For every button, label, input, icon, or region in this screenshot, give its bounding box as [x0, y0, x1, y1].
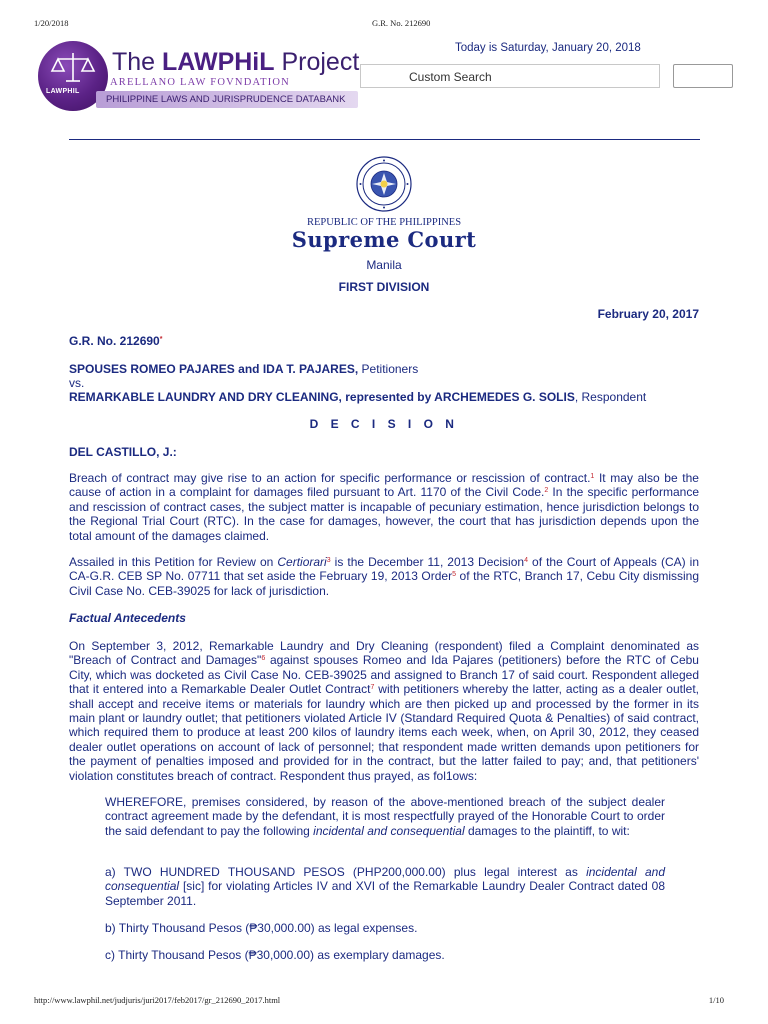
tagline: PHILIPPINE LAWS AND JURISPRUDENCE DATABANK: [106, 94, 346, 105]
logo-caption: LAWPHIL: [46, 88, 80, 95]
print-date: 1/20/2018: [34, 18, 69, 28]
footnote-link[interactable]: 3: [326, 557, 331, 564]
quoted-paragraph: WHEREFORE, premises considered, by reason of the above-mentioned breach of the subject dealer contract agreement made by the defendant, it is most respectfully prayed of the Honorable Court to order the said defendant to pay the following incidental and consequential damages to the plaintiff, to wit:: [105, 795, 665, 838]
search-placeholder: Custom Search: [409, 70, 492, 84]
footnote-link[interactable]: 7: [370, 684, 375, 692]
case-number: G.R. No. 212690*: [69, 334, 163, 348]
footnote-link[interactable]: 4: [524, 557, 528, 564]
section-heading: Factual Antecedents: [69, 611, 186, 625]
court-city: Manila: [366, 258, 402, 272]
paragraph: Breach of contract may give rise to an action for specific performance or rescission of contract.$^1$ It may also be the cause of action in a complaint for damages filed pursuant to Art. 1170 of the Civil Code.$^2$ In the specific performance and rescission of contract cases, the subject matter is incapable of pecuniary estimation, hence jurisdiction belongs to the Regional Trial Court (RTC). In the case for damages, however, the court that has jurisdiction depends upon the total amount of the damages claimed.: [69, 471, 699, 543]
search-input[interactable]: [360, 64, 660, 88]
quoted-paragraph: c) Thirty Thousand Pesos (₱30,000.00) as exemplary damages.: [105, 948, 445, 962]
foundation-name: ARELLANO LAW FOVNDATION: [110, 77, 290, 88]
footnote-link[interactable]: 2: [544, 487, 549, 495]
supreme-court-seal-icon: [356, 156, 412, 212]
quoted-paragraph: b) Thirty Thousand Pesos (₱30,000.00) as legal expenses.: [105, 921, 418, 935]
search-button[interactable]: [673, 64, 733, 88]
tagline-bar: [96, 91, 358, 108]
paragraph: Assailed in this Petition for Review on Certiorari$^3$ is the December 11, 2013 Decision$^4$ of the Court of Appeals (CA) in CA-G.R. CEB SP No. 07711 that set aside the February 19, 2013 Order$^5$ of the RTC, Branch 17, Cebu City dismissing Civil Case No. CEB-39025 for lack of jurisdiction.: [69, 555, 700, 598]
ponente: DEL CASTILLO, J.:: [69, 445, 177, 459]
footnote-link[interactable]: 6: [261, 655, 266, 663]
print-title: G.R. No. 212690: [372, 18, 431, 28]
site-title[interactable]: The LAWPHiL Project: [112, 48, 360, 76]
versus: vs.: [69, 376, 85, 390]
paragraph: On September 3, 2012, Remarkable Laundry and Dry Cleaning (respondent) filed a Complaint denominated as "Breach of Contract and Damages"$^6$ against spouses Romeo and Ida Pajares (petitioners) before the RTC of Cebu City, which was docketed as Civil Case No. CEB-39025 and assigned to Branch 17 of said court. Respondent alleged that it entered into a Remarkable Dealer Outlet Contract$^7$ with petitioners whereby the latter, acting as a dealer outlet, shall accept and receive items or materials for laundry which are then picked up and processed by the former in its main plant or laundry outlet; that petitioners violated Article IV (Standard Required Quota & Penalties) of said contract, which required them to produce at least 200 kilos of laundry items each week, when, on April 30, 2012, they ceased dealer outlet operations on account of lack of personnel; that respondent made written demands upon petitioners for the payment of penalties imposed and provided for in the contract, but the latter failed to pay; and, that petitioners' violation constitutes breach of contract. Respondent thus prayed, as fol1ows:: [69, 639, 699, 783]
quoted-paragraph: a) TWO HUNDRED THOUSAND PESOS (PHP200,000.00) plus legal interest as incidental and consequential [sic] for violating Articles IV and XVI of the Remarkable Laundry Dealer Contract dated 08 September 2011.: [105, 865, 665, 908]
footnote-link[interactable]: 5: [452, 571, 456, 579]
court-name: Supreme Court: [291, 227, 477, 252]
petitioners: SPOUSES ROMEO PAJARES and IDA T. PAJARES, Petitioners: [69, 362, 419, 376]
header-divider: [69, 139, 700, 140]
footnote-link[interactable]: *: [159, 336, 163, 343]
print-page-number: 1/10: [708, 995, 724, 1005]
decision-date: February 20, 2017: [597, 307, 699, 321]
court-division: FIRST DIVISION: [338, 280, 430, 294]
today-date: Today is Saturday, January 20, 2018: [455, 42, 641, 54]
footnote-link[interactable]: 1: [590, 473, 595, 480]
republic-heading: REPUBLIC OF THE PHILIPPINES: [306, 217, 462, 228]
print-url: http://www.lawphil.net/judjuris/juri2017/feb2017/gr_212690_2017.html: [34, 995, 281, 1005]
respondent: REMARKABLE LAUNDRY AND DRY CLEANING, represented by ARCHEMEDES G. SOLIS, Respondent: [69, 390, 647, 404]
decision-heading: D E C I S I O N: [309, 417, 459, 431]
